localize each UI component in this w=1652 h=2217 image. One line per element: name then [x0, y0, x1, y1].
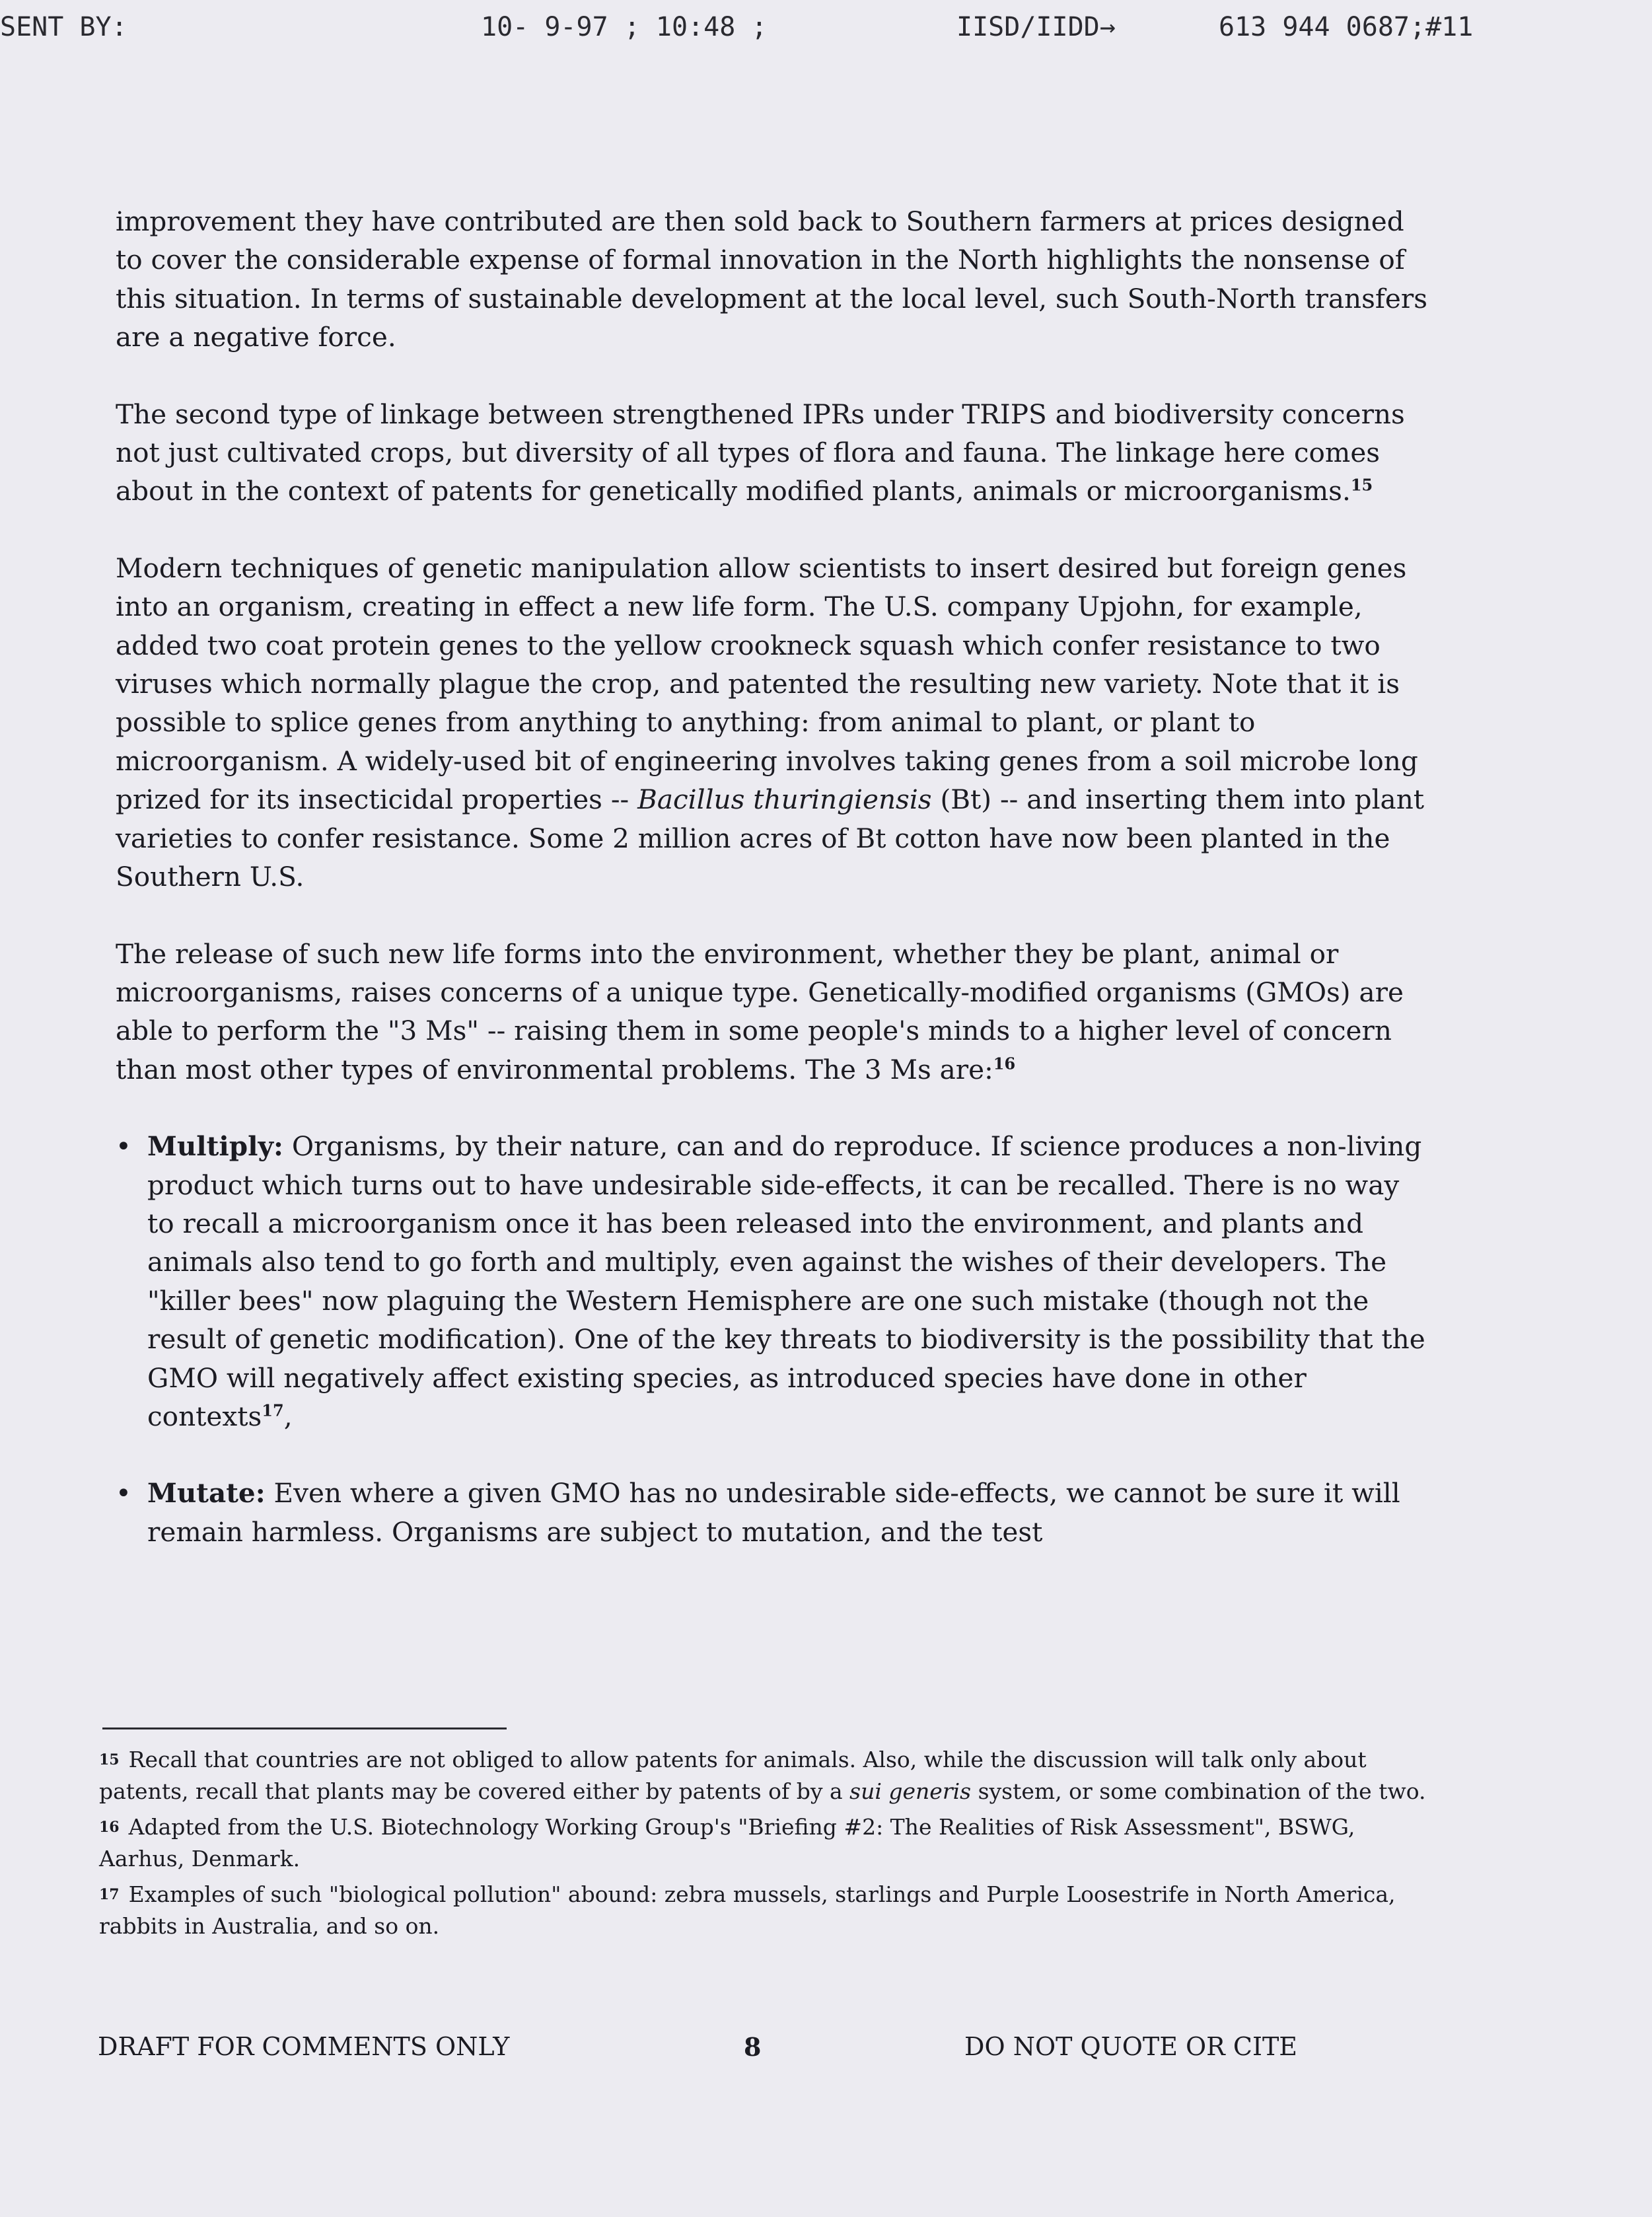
species-name: Bacillus thuringiensis [637, 783, 932, 816]
bullet-dot: • [116, 1477, 131, 1509]
paragraph-3: Modern techniques of genetic manipulation allow scientists to insert desired but foreign genes into an organism, creating in effect a new life form. The U.S. company Upjohn, for example, added two coat protein genes to the yellow crookneck squash which confer resistance to two viruses which normally plague the crop, and patented the resulting new variety. Note that it is possible to splice genes from anything to anything: from animal to plant, or plant to microorganism. A widely-used bit of engineering involves taking genes from a soil microbe long prized for its insecticidal properties -- Bacillus thuringiensis (Bt) -- and inserting them into plant varieties to confer resistance. Some 2 million acres of Bt cotton have now been planted in the Southern U.S. [116, 552, 1425, 893]
footnote-15: $^{15}$ Recall that countries are not obliged to allow patents for animals. Also, while the discussion will talk only about patents, recall that plants may be covered either by patents of by a sui generis system, or some combination of the two. [99, 1747, 1426, 1804]
bullet-term: Mutate: [147, 1477, 266, 1509]
fax-number: 613 944 0687;#11 [1219, 12, 1474, 42]
bullet-text: Organisms, by their nature, can and do reproduce. If science produces a non-living product which turns out to have undesirable side-effects, it can be recalled. There is no way to recall a microorganism once it has been released into the environment, and plants and animals also tend to go forth and multiply, even against the wishes of their developers. The "killer bees" now plaguing the Western Hemisphere are one such mistake (though not the result of genetic modification). One of the key threats to biodiversity is the possibility that the GMO will negatively affect existing species, as introduced species have done in other contexts [147, 1130, 1425, 1432]
footnote-number: 16 [99, 1819, 120, 1836]
footnote-17: $^{17}$ Examples of such "biological pollution" abound: zebra mussels, starlings and Purple Loosestrife in North America, rabbits in Australia, and so on. [99, 1881, 1396, 1939]
footnote-16: $^{16}$ Adapted from the U.S. Biotechnology Working Group's "Briefing #2: The Realities of Risk Assessment", BSWG, Aarhus, Denmark. [99, 1814, 1355, 1872]
bullet-multiply: • Multiply: Organisms, by their nature, can and do reproduce. If science produces a non-living product which turns out to have undesirable side-effects, it can be recalled. There is no way to recall a microorganism once it has been released into the environment, and plants and animals also tend to go forth and multiply, even against the wishes of their developers. The "killer bees" now plaguing the Western Hemisphere are one such mistake (though not the result of genetic modification). One of the key threats to biodiversity is the possibility that the GMO will negatively affect existing species, as introduced species have done in other contexts$^{17}$, [116, 1127, 1430, 1436]
bullet-dot: • [116, 1130, 131, 1163]
bullet-text: Even where a given GMO has no undesirable side-effects, we cannot be sure it will remain harmless. Organisms are subject to mutation, and the test [147, 1477, 1400, 1548]
footer-citation-notice: DO NOT QUOTE OR CITE [964, 2032, 1298, 2061]
document-body [116, 202, 1430, 1589]
footnote-ref-15: 15 [1350, 475, 1373, 495]
fax-date-time: 10- 9-97 ; 10:48 ; [481, 12, 768, 42]
fax-header [0, 8, 1652, 54]
bullet-term: Multiply: [147, 1130, 283, 1163]
footnote-divider [102, 1727, 507, 1729]
footnote-ref-17: 17 [262, 1400, 284, 1420]
footer-draft-notice: DRAFT FOR COMMENTS ONLY [98, 2032, 510, 2061]
fax-sent-by: SENT BY: [0, 12, 127, 42]
page-footer [98, 2032, 1485, 2072]
page-number: 8 [744, 2032, 762, 2062]
paragraph-2: The second type of linkage between strengthened IPRs under TRIPS and biodiversity concerns not just cultivated crops, but diversity of all types of flora and fauna. The linkage here comes about in the context of patents for genetically modified plants, animals or microorganisms.$^{15}$ [116, 398, 1405, 507]
footnote-number: 15 [99, 1751, 120, 1768]
paragraph-4: The release of such new life forms into the environment, whether they be plant, animal or microorganisms, raises concerns of a unique type. Genetically-modified organisms (GMOs) are able to perform the "3 Ms" -- raising them in some people's minds to a higher level of concern than most other types of environmental problems. The 3 Ms are:$^{16}$ [116, 937, 1404, 1085]
footnote-number: 17 [99, 1886, 120, 1903]
footnote-ref-16: 16 [993, 1054, 1016, 1073]
footnotes [99, 1744, 1427, 1946]
fax-route: IISD/IIDD→ [956, 12, 1116, 42]
bullet-mutate [116, 1474, 1430, 1551]
paragraph-1: improvement they have contributed are then sold back to Southern farmers at prices designed to cover the considerable expense of formal innovation in the North highlights the nonsense of this situation. In terms of sustainable development at the local level, such South-North transfers are a negative force. [116, 205, 1427, 353]
